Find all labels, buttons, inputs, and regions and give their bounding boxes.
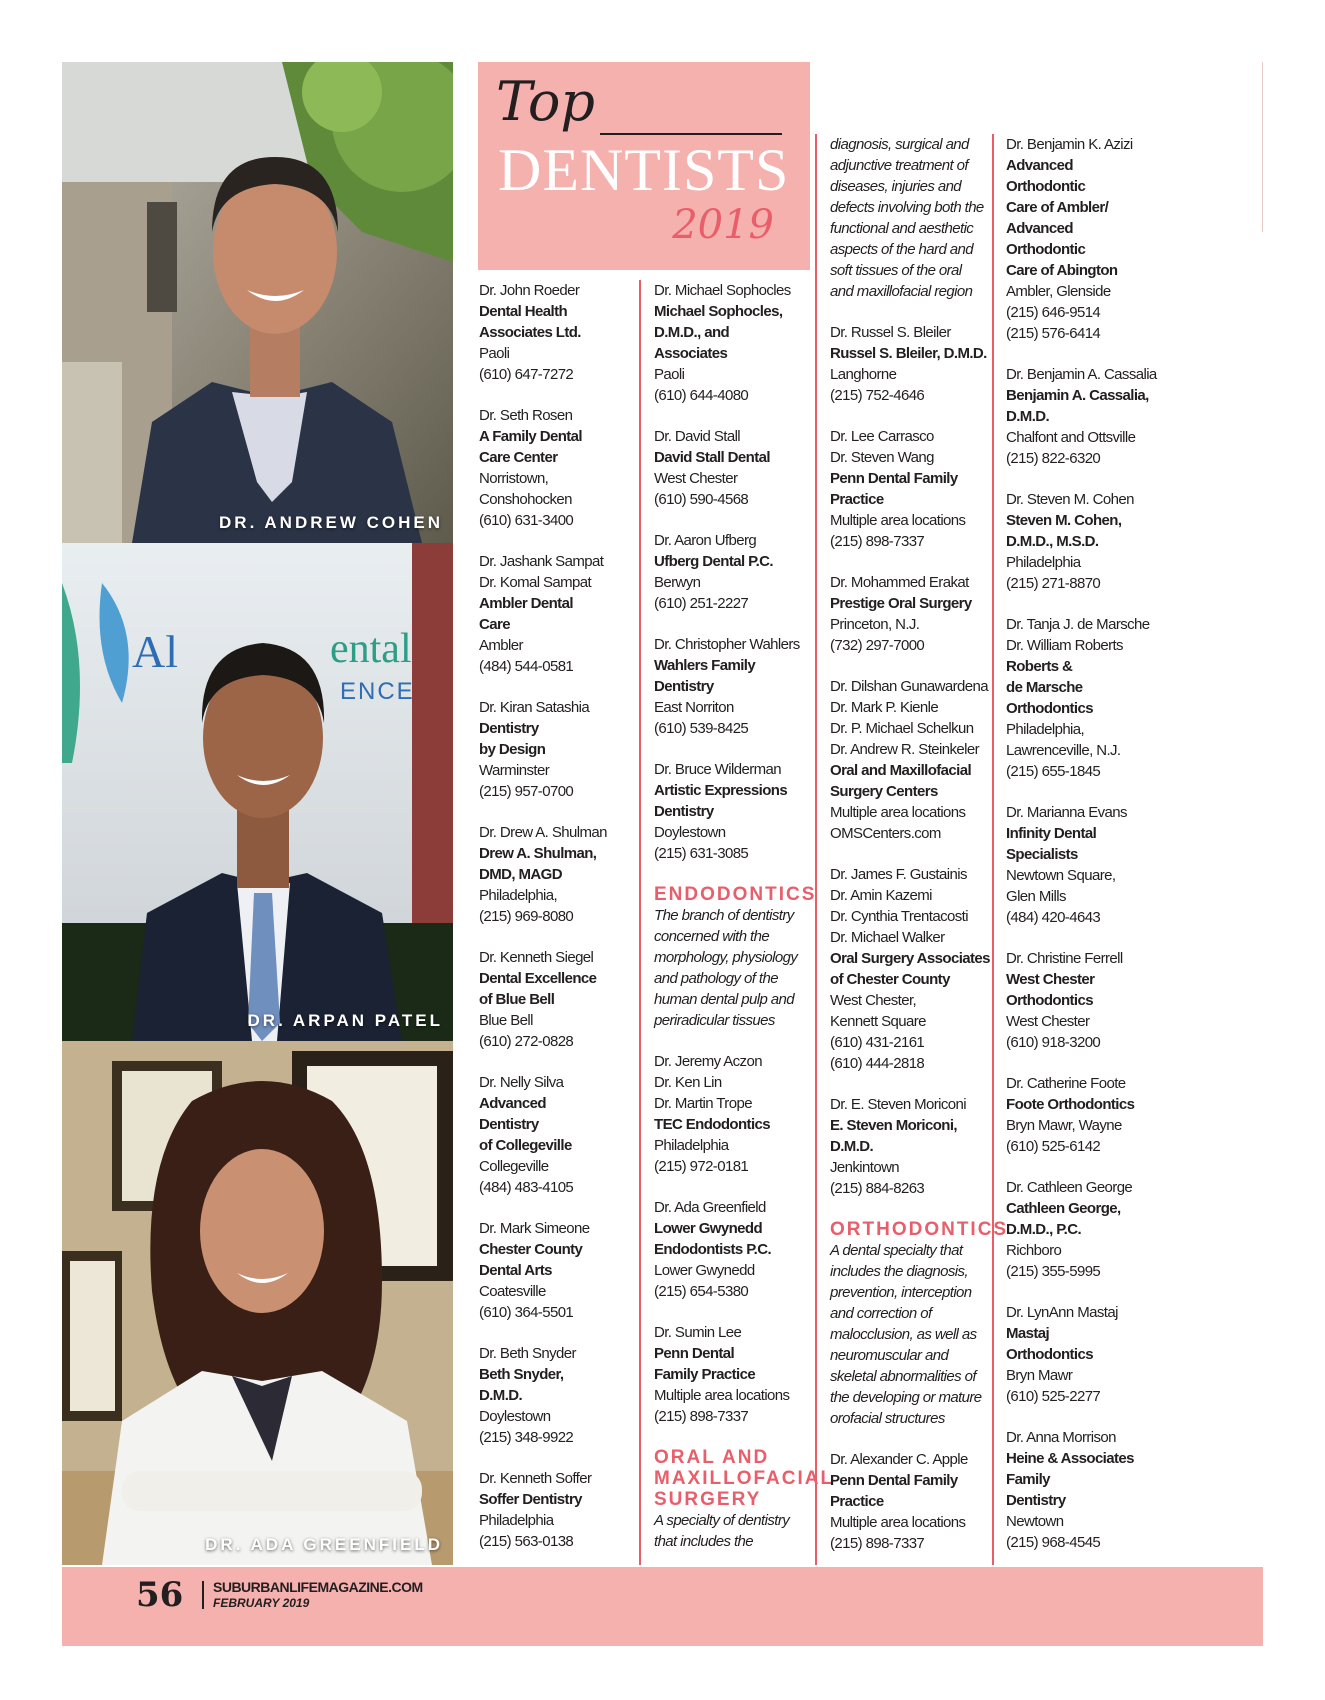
practice-detail: Warminster bbox=[479, 762, 550, 779]
practice-detail: Coatesville bbox=[479, 1283, 546, 1300]
practice-name: Advanced bbox=[1006, 157, 1073, 174]
doctor-name: Dr. Drew A. Shulman bbox=[479, 824, 607, 841]
doctor-name: Dr. E. Steven Moriconi bbox=[830, 1096, 967, 1113]
listing-entry bbox=[1006, 802, 1174, 928]
listing-entry bbox=[1006, 489, 1174, 594]
practice-name: Endodontists P.C. bbox=[654, 1241, 772, 1258]
doctor-name: Dr. Beth Snyder bbox=[479, 1345, 576, 1362]
practice-detail: (610) 525-2277 bbox=[1006, 1388, 1101, 1405]
practice-detail: Lawrenceville, N.J. bbox=[1006, 742, 1121, 759]
practice-detail: (215) 957-0700 bbox=[479, 783, 574, 800]
section-description-line: skeletal abnormalities of bbox=[830, 1368, 976, 1385]
listing-entry bbox=[479, 1218, 647, 1323]
section-description-line: The branch of dentistry bbox=[654, 907, 794, 924]
practice-detail: (215) 655-1845 bbox=[1006, 763, 1101, 780]
practice-name: of Collegeville bbox=[479, 1137, 572, 1154]
listing-entry bbox=[479, 551, 647, 677]
practice-detail: Norristown, bbox=[479, 470, 549, 487]
practice-detail: Glen Mills bbox=[1006, 888, 1066, 905]
practice-detail: (215) 752-4646 bbox=[830, 387, 925, 404]
section-description-line: neuromuscular and bbox=[830, 1347, 949, 1364]
listing-entry bbox=[654, 280, 822, 406]
portrait-arpan-patel-image bbox=[62, 543, 453, 1041]
practice-detail: Lower Gwynedd bbox=[654, 1262, 755, 1279]
practice-name: D.M.D. bbox=[479, 1387, 523, 1404]
practice-name: Oral Surgery Associates bbox=[830, 950, 990, 967]
footer-site: SUBURBANLIFEMAGAZINE.COM bbox=[213, 1579, 423, 1595]
doctor-name: Dr. Andrew R. Steinkeler bbox=[830, 741, 980, 758]
section-description-line: and maxillofacial region bbox=[830, 283, 973, 300]
practice-detail: Philadelphia, bbox=[1006, 721, 1085, 738]
listing-entry bbox=[1006, 1073, 1174, 1157]
practice-name: Oral and Maxillofacial bbox=[830, 762, 972, 779]
section-description-line: diseases, injuries and bbox=[830, 178, 962, 195]
listing-entry bbox=[654, 1322, 822, 1427]
doctor-name: Dr. Kenneth Soffer bbox=[479, 1470, 592, 1487]
section-title: ORTHODONTICS bbox=[830, 1219, 1009, 1240]
practice-name: Advanced bbox=[1006, 220, 1073, 237]
listing-entry bbox=[654, 1197, 822, 1302]
practice-name: Prestige Oral Surgery bbox=[830, 595, 972, 612]
practice-name: Dentistry bbox=[654, 678, 714, 695]
practice-detail: (484) 420-4643 bbox=[1006, 909, 1101, 926]
practice-detail: Philadelphia, bbox=[479, 887, 558, 904]
listing-entry bbox=[479, 1468, 647, 1552]
practice-detail: (610) 525-6142 bbox=[1006, 1138, 1101, 1155]
practice-name: de Marsche bbox=[1006, 679, 1083, 696]
doctor-name: Dr. LynAnn Mastaj bbox=[1006, 1304, 1118, 1321]
photo-andrew-cohen bbox=[62, 62, 453, 543]
practice-detail: (215) 898-7337 bbox=[830, 533, 925, 550]
practice-detail: OMSCenters.com bbox=[830, 825, 941, 842]
practice-name: Benjamin A. Cassalia, bbox=[1006, 387, 1149, 404]
doctor-name: Dr. Aaron Ufberg bbox=[654, 532, 757, 549]
practice-name: Practice bbox=[830, 1493, 884, 1510]
practice-detail: (215) 355-5995 bbox=[1006, 1263, 1101, 1280]
portrait-ada-greenfield-image bbox=[62, 1041, 453, 1565]
section-description-line: soft tissues of the oral bbox=[830, 262, 962, 279]
doctor-name: Dr. Michael Walker bbox=[830, 929, 945, 946]
practice-name: Family bbox=[1006, 1471, 1050, 1488]
practice-detail: Philadelphia bbox=[1006, 554, 1081, 571]
practice-detail: Richboro bbox=[1006, 1242, 1062, 1259]
section-description-line: malocclusion, as well as bbox=[830, 1326, 977, 1343]
doctor-name: Dr. Mohammed Erakat bbox=[830, 574, 969, 591]
clinic-sign-text: Al bbox=[132, 626, 178, 677]
practice-detail: Ambler bbox=[479, 637, 523, 654]
practice-name: D.M.D. bbox=[1006, 408, 1050, 425]
practice-name: Lower Gwynedd bbox=[654, 1220, 763, 1237]
practice-detail: (215) 972-0181 bbox=[654, 1158, 749, 1175]
listing-entry bbox=[1006, 1302, 1174, 1407]
practice-detail: (215) 898-7337 bbox=[654, 1408, 749, 1425]
listing-entry bbox=[479, 822, 647, 927]
practice-name: Roberts & bbox=[1006, 658, 1073, 675]
practice-detail: West Chester, bbox=[830, 992, 917, 1009]
doctor-name: Dr. Catherine Foote bbox=[1006, 1075, 1126, 1092]
doctor-name: Dr. Cynthia Trentacosti bbox=[830, 908, 968, 925]
portrait-andrew-cohen-image bbox=[62, 62, 453, 543]
practice-name: Orthodontics bbox=[1006, 700, 1093, 717]
doctor-name: Dr. Nelly Silva bbox=[479, 1074, 564, 1091]
doctor-name: Dr. Steven Wang bbox=[830, 449, 934, 466]
photo-caption: DR. ARPAN PATEL bbox=[247, 1011, 443, 1030]
practice-name: Heine & Associates bbox=[1006, 1450, 1134, 1467]
practice-name: Specialists bbox=[1006, 846, 1078, 863]
doctor-name: Dr. Russel S. Bleiler bbox=[830, 324, 951, 341]
doctor-name: Dr. Mark Simeone bbox=[479, 1220, 590, 1237]
practice-detail: Kennett Square bbox=[830, 1013, 926, 1030]
doctor-name: Dr. Jashank Sampat bbox=[479, 553, 604, 570]
practice-detail: Bryn Mawr, Wayne bbox=[1006, 1117, 1122, 1134]
listing-entry bbox=[1006, 364, 1174, 469]
clinic-sign-text-2: ental bbox=[330, 626, 412, 672]
listing-entry bbox=[479, 947, 647, 1052]
section-description bbox=[830, 1240, 998, 1429]
practice-name: Care bbox=[479, 616, 510, 633]
practice-name: Associates Ltd. bbox=[479, 324, 581, 341]
listing-entry bbox=[1006, 614, 1174, 782]
section-description-line: and pathology of the bbox=[654, 970, 778, 987]
practice-name: D.M.D., P.C. bbox=[1006, 1221, 1082, 1238]
page-number: 56 bbox=[136, 1575, 184, 1615]
practice-name: Dentistry bbox=[479, 1116, 539, 1133]
section-description-line: functional and aesthetic bbox=[830, 220, 974, 237]
footer-divider bbox=[202, 1581, 204, 1609]
listing-entry bbox=[654, 426, 822, 510]
practice-detail: Princeton, N.J. bbox=[830, 616, 920, 633]
listing-entry bbox=[479, 280, 647, 385]
section-description-line: and correction of bbox=[830, 1305, 932, 1322]
practice-detail: (610) 539-8425 bbox=[654, 720, 749, 737]
listing-entry bbox=[654, 759, 822, 864]
practice-detail: (610) 590-4568 bbox=[654, 491, 749, 508]
listing-entry bbox=[830, 864, 998, 1074]
practice-name: D.M.D., M.S.D. bbox=[1006, 533, 1099, 550]
practice-name: Advanced bbox=[479, 1095, 546, 1112]
practice-detail: (215) 576-6414 bbox=[1006, 325, 1101, 342]
section-description-line: includes the diagnosis, bbox=[830, 1263, 968, 1280]
practice-name: Family Practice bbox=[654, 1366, 756, 1383]
practice-detail: Newtown Square, bbox=[1006, 867, 1116, 884]
doctor-name: Dr. Seth Rosen bbox=[479, 407, 573, 424]
doctor-name: Dr. Sumin Lee bbox=[654, 1324, 742, 1341]
practice-name: Orthodontics bbox=[1006, 1346, 1093, 1363]
practice-detail: (610) 631-3400 bbox=[479, 512, 574, 529]
doctor-name: Dr. Komal Sampat bbox=[479, 574, 592, 591]
practice-detail: (610) 251-2227 bbox=[654, 595, 749, 612]
listing-entry bbox=[479, 697, 647, 802]
practice-detail: (610) 918-3200 bbox=[1006, 1034, 1101, 1051]
title-year: 2019 bbox=[672, 202, 774, 248]
section-title: ENDODONTICS bbox=[654, 884, 817, 905]
practice-name: Penn Dental Family bbox=[830, 1472, 958, 1489]
clinic-sign-text-3: ENCE bbox=[340, 678, 415, 705]
listing-entry bbox=[830, 676, 998, 844]
doctor-name: Dr. William Roberts bbox=[1006, 637, 1123, 654]
practice-detail: Ambler, Glenside bbox=[1006, 283, 1111, 300]
practice-name: Chester County bbox=[479, 1241, 583, 1258]
practice-name: Dental Excellence bbox=[479, 970, 597, 987]
practice-name: D.M.D., and bbox=[654, 324, 730, 341]
practice-name: Michael Sophocles, bbox=[654, 303, 783, 320]
section-description-line: adjunctive treatment of bbox=[830, 157, 968, 174]
practice-detail: Bryn Mawr bbox=[1006, 1367, 1073, 1384]
practice-detail: Doylestown bbox=[654, 824, 726, 841]
doctor-name: Dr. Benjamin A. Cassalia bbox=[1006, 366, 1157, 383]
practice-name: West Chester bbox=[1006, 971, 1095, 988]
listing-entry bbox=[830, 1449, 998, 1554]
section-description-line: defects involving both the bbox=[830, 199, 984, 216]
doctor-name: Dr. Christopher Wahlers bbox=[654, 636, 800, 653]
practice-name: Beth Snyder, bbox=[479, 1366, 564, 1383]
doctor-name: Dr. Jeremy Aczon bbox=[654, 1053, 762, 1070]
practice-detail: (215) 348-9922 bbox=[479, 1429, 574, 1446]
practice-name: Care of Abington bbox=[1006, 262, 1118, 279]
doctor-name: Dr. Benjamin K. Azizi bbox=[1006, 136, 1133, 153]
section-title: ORAL AND bbox=[654, 1447, 770, 1468]
practice-detail: West Chester bbox=[654, 470, 738, 487]
doctor-name: Dr. Marianna Evans bbox=[1006, 804, 1127, 821]
practice-detail: West Chester bbox=[1006, 1013, 1090, 1030]
practice-name: Dental Arts bbox=[479, 1262, 552, 1279]
doctor-name: Dr. Christine Ferrell bbox=[1006, 950, 1123, 967]
listing-entry bbox=[1006, 134, 1174, 344]
practice-detail: Paoli bbox=[479, 345, 510, 362]
practice-name: Wahlers Family bbox=[654, 657, 756, 674]
section-description-line: A specialty of dentistry bbox=[654, 1512, 790, 1529]
practice-name: Foote Orthodontics bbox=[1006, 1096, 1135, 1113]
practice-name: Orthodontics bbox=[1006, 992, 1093, 1009]
practice-detail: (215) 563-0138 bbox=[479, 1533, 574, 1550]
footer-issue: FEBRUARY 2019 bbox=[213, 1596, 310, 1610]
practice-detail: (215) 654-5380 bbox=[654, 1283, 749, 1300]
practice-name: Ambler Dental bbox=[479, 595, 573, 612]
listing-column-1 bbox=[479, 280, 647, 1572]
listing-entry bbox=[479, 1072, 647, 1198]
practice-detail: (610) 647-7272 bbox=[479, 366, 574, 383]
doctor-name: Dr. Alexander C. Apple bbox=[830, 1451, 968, 1468]
practice-detail: Blue Bell bbox=[479, 1012, 533, 1029]
practice-name: Penn Dental Family bbox=[830, 470, 958, 487]
practice-detail: (610) 272-0828 bbox=[479, 1033, 574, 1050]
practice-name: TEC Endodontics bbox=[654, 1116, 770, 1133]
practice-detail: Multiple area locations bbox=[830, 804, 966, 821]
practice-detail: (215) 884-8263 bbox=[830, 1180, 925, 1197]
photo-caption: DR. ADA GREENFIELD bbox=[205, 1535, 443, 1554]
photo-ada-greenfield bbox=[62, 1041, 453, 1565]
practice-detail: Paoli bbox=[654, 366, 685, 383]
photo-caption: DR. ANDREW COHEN bbox=[219, 513, 443, 532]
section-title: SURGERY bbox=[654, 1489, 762, 1510]
practice-name: Care Center bbox=[479, 449, 558, 466]
listing-entry bbox=[654, 530, 822, 614]
listing-entry bbox=[1006, 948, 1174, 1053]
practice-detail: (215) 631-3085 bbox=[654, 845, 749, 862]
listing-column-2 bbox=[654, 280, 835, 1572]
practice-detail: Doylestown bbox=[479, 1408, 551, 1425]
doctor-name: Dr. Mark P. Kienle bbox=[830, 699, 939, 716]
listing-entry bbox=[654, 634, 822, 739]
doctor-name: Dr. Kiran Satashia bbox=[479, 699, 590, 716]
doctor-name: Dr. James F. Gustainis bbox=[830, 866, 967, 883]
practice-detail: (215) 898-7337 bbox=[830, 1535, 925, 1552]
listing-entry bbox=[830, 426, 998, 552]
practice-detail: Multiple area locations bbox=[654, 1387, 790, 1404]
practice-detail: (215) 271-8870 bbox=[1006, 575, 1101, 592]
practice-name: Cathleen George, bbox=[1006, 1200, 1121, 1217]
listing-entry bbox=[830, 1094, 998, 1199]
section-description-line: that includes the bbox=[654, 1533, 754, 1550]
doctor-name: Dr. Ada Greenfield bbox=[654, 1199, 766, 1216]
doctor-name: Dr. Kenneth Siegel bbox=[479, 949, 594, 966]
section-description-line: human dental pulp and bbox=[654, 991, 795, 1008]
practice-name: Surgery Centers bbox=[830, 783, 938, 800]
practice-detail: (215) 822-6320 bbox=[1006, 450, 1101, 467]
doctor-name: Dr. David Stall bbox=[654, 428, 741, 445]
section-description bbox=[654, 1510, 822, 1552]
practice-detail: East Norriton bbox=[654, 699, 734, 716]
practice-name: David Stall Dental bbox=[654, 449, 770, 466]
right-margin-rule bbox=[1262, 62, 1263, 232]
doctor-name: Dr. Ken Lin bbox=[654, 1074, 722, 1091]
practice-name: Steven M. Cohen, bbox=[1006, 512, 1122, 529]
listing-column-4 bbox=[1006, 134, 1174, 1573]
doctor-name: Dr. Cathleen George bbox=[1006, 1179, 1133, 1196]
doctor-name: Dr. Tanja J. de Marsche bbox=[1006, 616, 1150, 633]
title-block bbox=[478, 62, 810, 270]
listing-entry bbox=[830, 572, 998, 656]
doctor-name: Dr. Bruce Wilderman bbox=[654, 761, 781, 778]
section-description-line: A dental specialty that bbox=[830, 1242, 963, 1259]
practice-name: Dentistry bbox=[479, 720, 539, 737]
doctor-name: Dr. Michael Sophocles bbox=[654, 282, 791, 299]
practice-name: DMD, MAGD bbox=[479, 866, 562, 883]
practice-name: Dentistry bbox=[1006, 1492, 1066, 1509]
practice-name: Penn Dental bbox=[654, 1345, 735, 1362]
section-description-line: periradicular tissues bbox=[654, 1012, 775, 1029]
practice-name: Dental Health bbox=[479, 303, 568, 320]
practice-detail: (484) 544-0581 bbox=[479, 658, 574, 675]
section-description-line: the developing or mature bbox=[830, 1389, 982, 1406]
practice-name: Orthodontic bbox=[1006, 241, 1086, 258]
listing-entry bbox=[1006, 1427, 1174, 1553]
practice-name: D.M.D. bbox=[830, 1138, 874, 1155]
practice-detail: Berwyn bbox=[654, 574, 701, 591]
practice-name: A Family Dental bbox=[479, 428, 582, 445]
doctor-name: Dr. Amin Kazemi bbox=[830, 887, 932, 904]
practice-detail: (610) 364-5501 bbox=[479, 1304, 574, 1321]
section-title: MAXILLOFACIAL bbox=[654, 1468, 835, 1489]
practice-detail: (610) 644-4080 bbox=[654, 387, 749, 404]
practice-name: Drew A. Shulman, bbox=[479, 845, 597, 862]
doctor-name: Dr. Dilshan Gunawardena bbox=[830, 678, 988, 695]
practice-name: Mastaj bbox=[1006, 1325, 1050, 1342]
doctor-name: Dr. John Roeder bbox=[479, 282, 580, 299]
practice-detail: Multiple area locations bbox=[830, 512, 966, 529]
practice-detail: Langhorne bbox=[830, 366, 897, 383]
practice-name: Practice bbox=[830, 491, 884, 508]
practice-detail: (610) 431-2161 bbox=[830, 1034, 925, 1051]
practice-name: Soffer Dentistry bbox=[479, 1491, 582, 1508]
doctor-name: Dr. Anna Morrison bbox=[1006, 1429, 1116, 1446]
doctor-name: Dr. P. Michael Schelkun bbox=[830, 720, 974, 737]
listing-entry bbox=[830, 322, 998, 406]
practice-name: E. Steven Moriconi, bbox=[830, 1117, 957, 1134]
practice-detail: (215) 969-8080 bbox=[479, 908, 574, 925]
section-description-line: morphology, physiology bbox=[654, 949, 798, 966]
practice-name: Dentistry bbox=[654, 803, 714, 820]
practice-detail: Collegeville bbox=[479, 1158, 549, 1175]
page-footer bbox=[62, 1567, 1263, 1646]
section-description-line: diagnosis, surgical and bbox=[830, 136, 969, 153]
listing-entry bbox=[654, 1051, 822, 1177]
practice-detail: Newtown bbox=[1006, 1513, 1064, 1530]
practice-detail: Philadelphia bbox=[654, 1137, 729, 1154]
practice-name: of Chester County bbox=[830, 971, 950, 988]
practice-detail: Philadelphia bbox=[479, 1512, 554, 1529]
practice-name: Ufberg Dental P.C. bbox=[654, 553, 773, 570]
section-description-line: aspects of the hard and bbox=[830, 241, 973, 258]
practice-name: Russel S. Bleiler, D.M.D. bbox=[830, 345, 987, 362]
practice-detail: (610) 444-2818 bbox=[830, 1055, 925, 1072]
practice-detail: Jenkintown bbox=[830, 1159, 900, 1176]
section-description bbox=[654, 905, 822, 1031]
listing-entry bbox=[1006, 1177, 1174, 1282]
practice-detail: (215) 646-9514 bbox=[1006, 304, 1101, 321]
section-description-line: prevention, interception bbox=[830, 1284, 972, 1301]
practice-detail: Multiple area locations bbox=[830, 1514, 966, 1531]
doctor-name: Dr. Martin Trope bbox=[654, 1095, 752, 1112]
title-top: Top bbox=[496, 70, 595, 133]
practice-name: of Blue Bell bbox=[479, 991, 555, 1008]
doctor-name: Dr. Lee Carrasco bbox=[830, 428, 934, 445]
section-description-line: orofacial structures bbox=[830, 1410, 945, 1427]
practice-detail: (484) 483-4105 bbox=[479, 1179, 574, 1196]
title-underline bbox=[600, 133, 782, 135]
practice-detail: (215) 968-4545 bbox=[1006, 1534, 1101, 1551]
photo-arpan-patel bbox=[62, 543, 453, 1041]
practice-name: Associates bbox=[654, 345, 728, 362]
practice-name: Orthodontic bbox=[1006, 178, 1086, 195]
practice-name: by Design bbox=[479, 741, 546, 758]
listing-entry bbox=[479, 1343, 647, 1448]
title-main: DENTISTS bbox=[498, 137, 790, 203]
doctor-name: Dr. Steven M. Cohen bbox=[1006, 491, 1134, 508]
practice-detail: Conshohocken bbox=[479, 491, 572, 508]
practice-detail: (732) 297-7000 bbox=[830, 637, 925, 654]
practice-name: Infinity Dental bbox=[1006, 825, 1097, 842]
practice-name: Care of Ambler/ bbox=[1006, 199, 1109, 216]
listing-column-3 bbox=[830, 134, 1009, 1574]
listing-entry bbox=[479, 405, 647, 531]
section-description bbox=[830, 134, 998, 302]
practice-name: Artistic Expressions bbox=[654, 782, 788, 799]
practice-detail: Chalfont and Ottsville bbox=[1006, 429, 1136, 446]
section-description-line: concerned with the bbox=[654, 928, 770, 945]
